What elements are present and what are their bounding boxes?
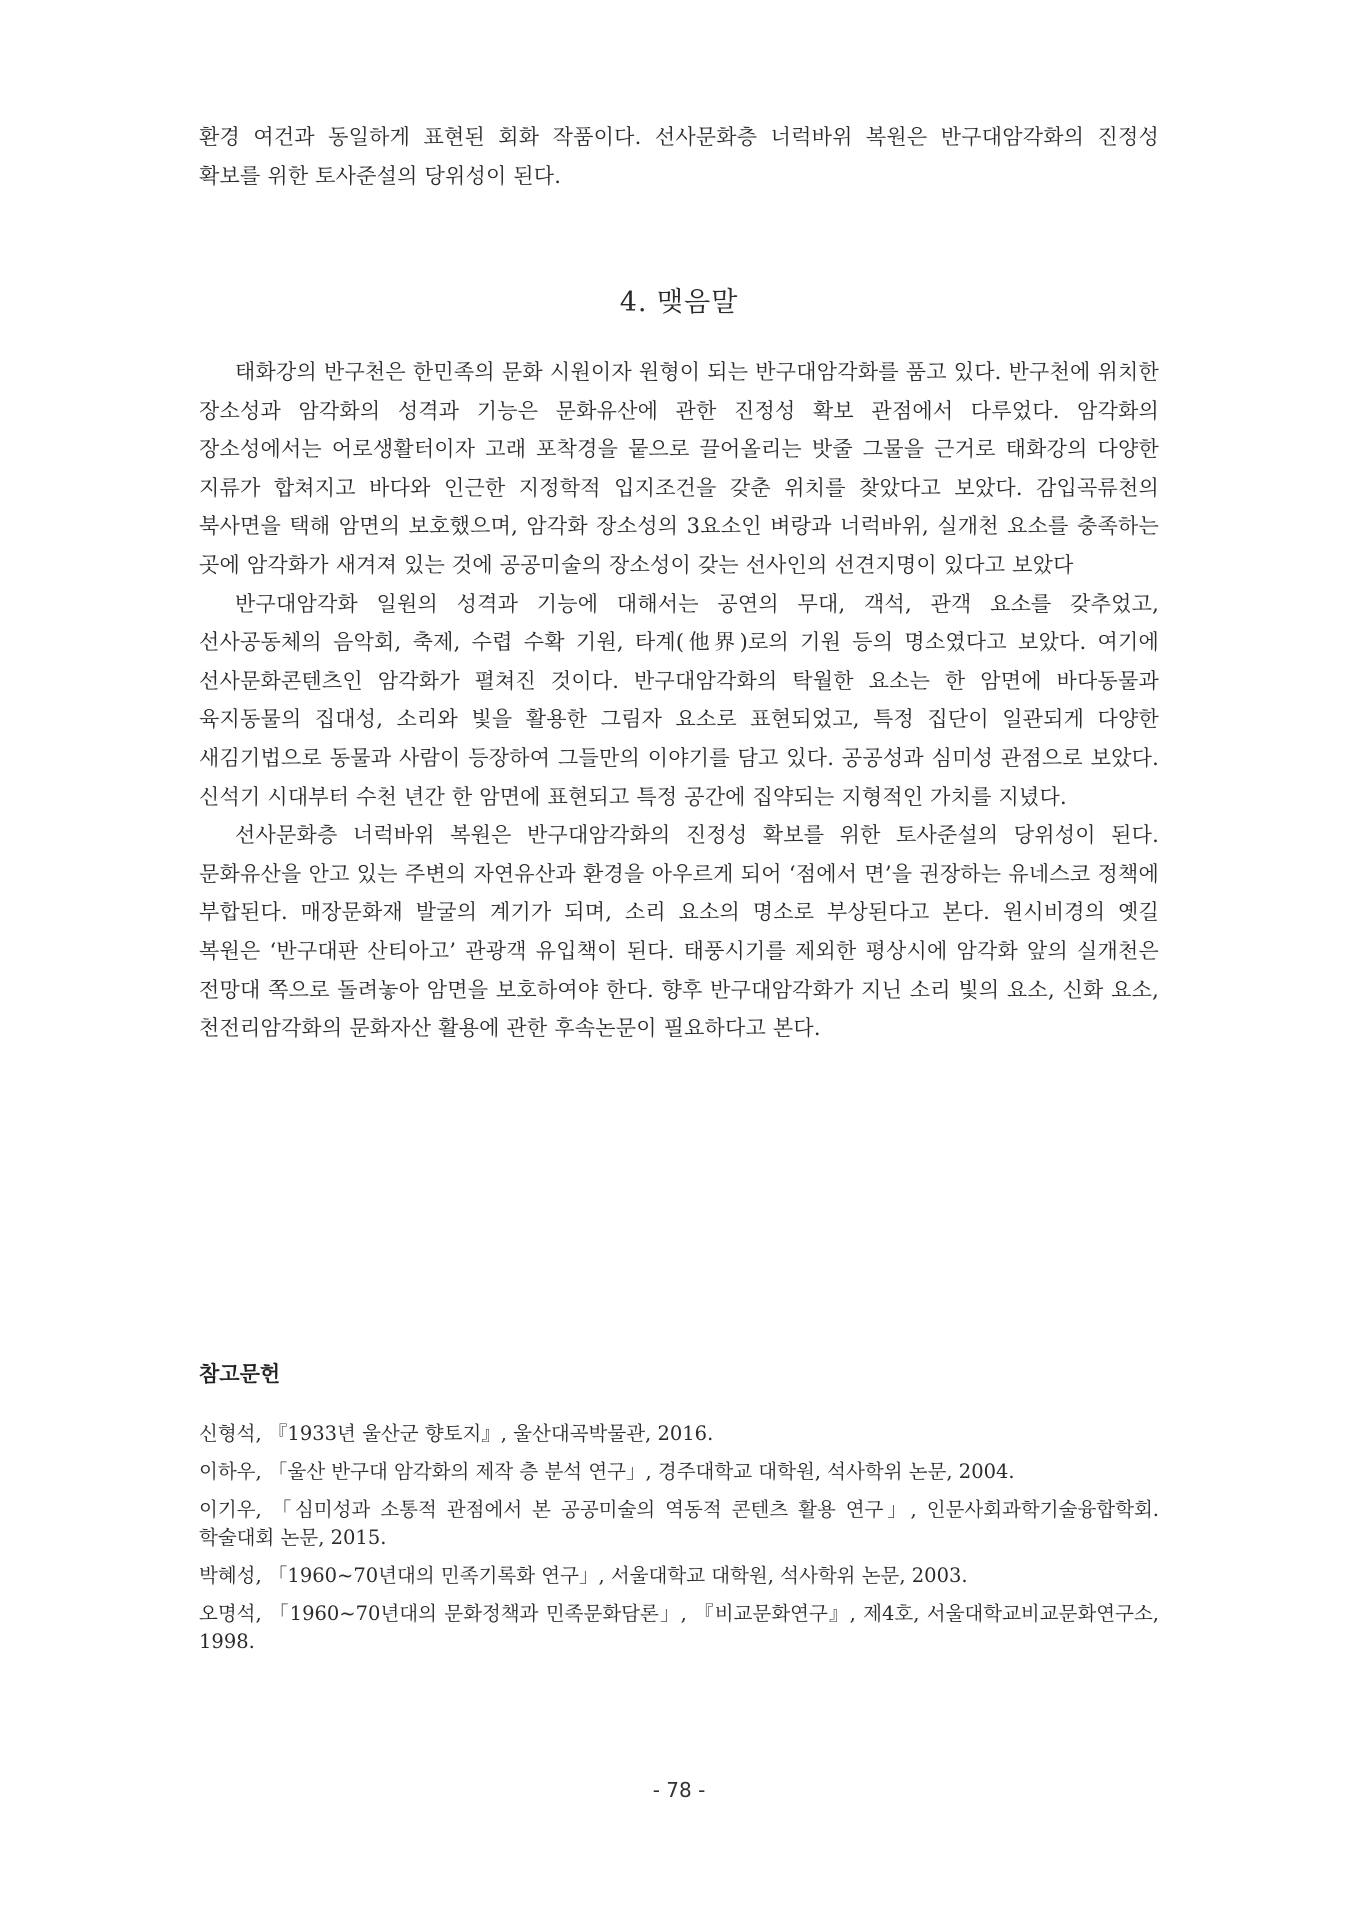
page-number: - 78 - [652, 1778, 706, 1802]
conclusion-paragraph-1: 태화강의 반구천은 한민족의 문화 시원이자 원형이 되는 반구대암각화를 품고 있다. 반구천에 위치한 장소성과 암각화의 성격과 기능은 문화유산에 관한 진정성 확보 관점에서 다루었다. 암각화의 장소성에서는 어로생활터이자 고래 포착경을 뭍으로 끌어올리는 밧줄 그물을 근거로 태화강의 다양한 지류가 합쳐지고 바다와 인근한 지정학적 입지조건을 갖춘 위치를 찾았다고 보았다. 감입곡류천의 북사면을 택해 암면의 보호했으며, 암각화 장소성의 3요소인 벼랑과 너럭바위, 실개천 요소를 충족하는 곳에 암각화가 새겨져 있는 것에 공공미술의 장소성이 갖는 선사인의 선견지명이 있다고 보았다 [199, 360, 1159, 577]
reference-item: 오명석, 「1960~70년대의 문화정책과 민족문화담론」, 『비교문화연구』, 제4호, 서울대학교비교문화연구소, 1998. [199, 1602, 1159, 1653]
reference-item: 신형석, 『1933년 울산군 향토지』, 울산대곡박물관, 2016. [199, 1422, 714, 1445]
reference-item: 이하우, 「울산 반구대 암각화의 제작 층 분석 연구」, 경주대학교 대학원, 석사학위 논문, 2004. [199, 1460, 1015, 1483]
conclusion-section [199, 353, 1159, 1048]
reference-item: 이기우, 「심미성과 소통적 관점에서 본 공공미술의 역동적 콘텐츠 활용 연구」, 인문사회과학기술융합학회. 학술대회 논문, 2015. [199, 1498, 1159, 1549]
conclusion-paragraph-3: 선사문화층 너럭바위 복원은 반구대암각화의 진정성 확보를 위한 토사준설의 당위성이 된다. 문화유산을 안고 있는 주변의 자연유산과 환경을 아우르게 되어 ‘점에서 면’을 권장하는 유네스코 정책에 부합된다. 매장문화재 발굴의 계기가 되며, 소리 요소의 명소로 부상된다고 본다. 원시비경의 옛길 복원은 ‘반구대판 산티아고’ 관광객 유입책이 된다. 태풍시기를 제외한 평상시에 암각화 앞의 실개천은 전망대 쪽으로 돌려놓아 암면을 보호하여야 한다. 향후 반구대암각화가 지닌 소리 빛의 요소, 신화 요소, 천전리암각화의 문화자산 활용에 관한 후속논문이 필요하다고 본다. [199, 823, 1159, 1041]
conclusion-paragraph-2: 반구대암각화 일원의 성격과 기능에 대해서는 공연의 무대, 객석, 관객 요소를 갖추었고, 선사공동체의 음악회, 축제, 수렵 수확 기원, 타계(他界)로의 기원 등의 명소였다고 보았다. 여기에 선사문화콘텐츠인 암각화가 펼쳐진 것이다. 반구대암각화의 탁월한 요소는 한 암면에 바다동물과 육지동물의 집대성, 소리와 빛을 활용한 그림자 요소로 표현되었고, 특정 집단이 일관되게 다양한 새김기법으로 동물과 사람이 등장하여 그들만의 이야기를 담고 있다. 공공성과 심미성 관점으로 보았다. 신석기 시대부터 수천 년간 한 암면에 표현되고 특정 공간에 집약되는 지형적인 가치를 지녔다. [199, 591, 1159, 809]
page-content [199, 118, 1159, 1653]
reference-item: 박혜성, 「1960~70년대의 민족기록화 연구」, 서울대학교 대학원, 석사학위 논문, 2003. [199, 1564, 968, 1587]
references-title: 참고문헌 [199, 1362, 281, 1386]
intro-paragraph: 환경 여건과 동일하게 표현된 회화 작품이다. 선사문화층 너럭바위 복원은 반구대암각화의 진정성 확보를 위한 토사준설의 당위성이 된다. [199, 125, 1159, 188]
section-title: 4. 맺음말 [619, 287, 739, 318]
references-list [199, 1420, 1159, 1666]
